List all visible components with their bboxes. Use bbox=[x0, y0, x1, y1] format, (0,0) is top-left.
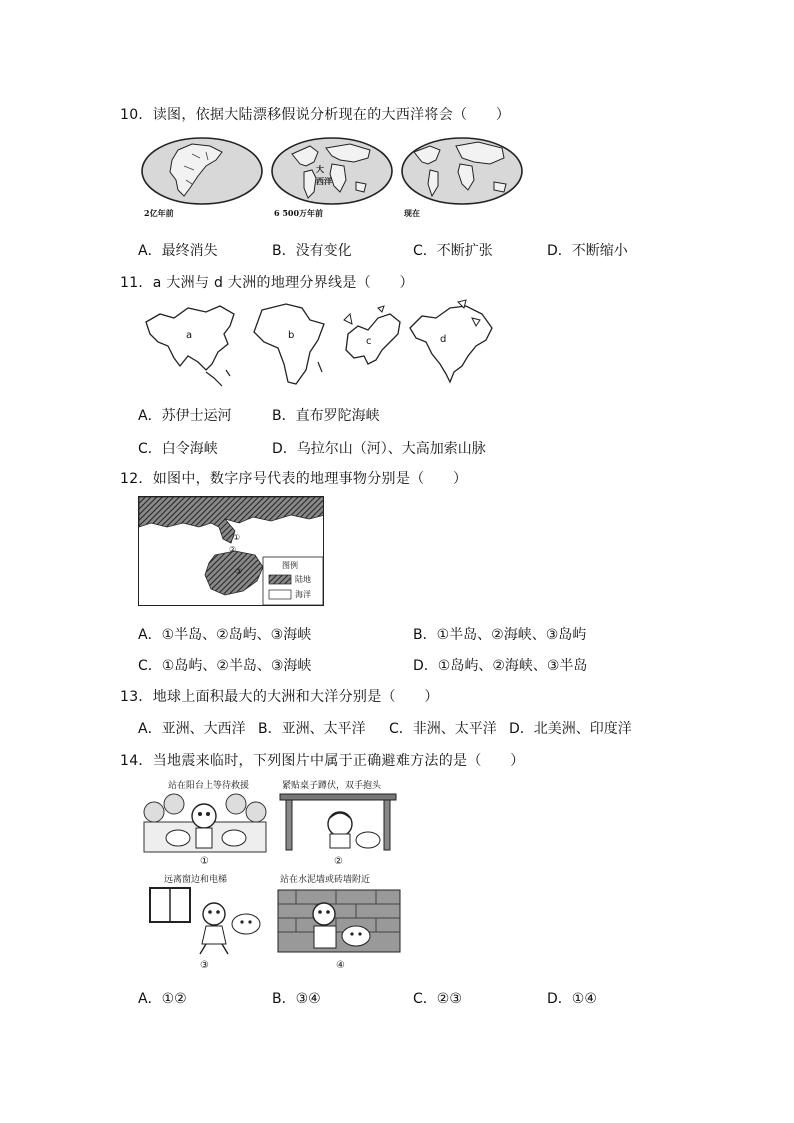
q10-map-2-label-bottom: 西洋 bbox=[316, 177, 332, 186]
q11-option-b[interactable]: B．直布罗陀海峡 bbox=[272, 408, 380, 424]
q13-option-a[interactable]: A．亚洲、大西洋 bbox=[138, 721, 246, 737]
q14-picture-1 bbox=[140, 778, 270, 868]
q10-map-3 bbox=[400, 136, 524, 222]
q12-marker-3: ③ bbox=[235, 567, 243, 576]
q10-option-c[interactable]: C．不断扩张 bbox=[413, 243, 493, 259]
q10-option-b[interactable]: B．没有变化 bbox=[272, 243, 352, 259]
q14-picture-3-caption: 远离窗边和电梯 bbox=[164, 875, 228, 885]
q13-stem: 13．地球上面积最大的大洲和大洋分别是（ ） bbox=[120, 689, 439, 705]
q10-stem: 10．读图，依据大陆漂移假说分析现在的大西洋将会（ ） bbox=[120, 107, 511, 123]
q10-map-1-caption: 2亿年前 bbox=[144, 208, 174, 218]
q11-option-c[interactable]: C．白令海峡 bbox=[138, 441, 218, 457]
q14-picture-4 bbox=[276, 872, 404, 972]
q14-picture-2-caption: 紧贴桌子蹲伏，双手抱头 bbox=[282, 781, 382, 791]
q12-map bbox=[138, 496, 324, 606]
q12-marker-2: ② bbox=[229, 545, 237, 554]
q12-marker-1: ① bbox=[233, 533, 241, 542]
q13-option-b[interactable]: B．亚洲、太平洋 bbox=[258, 721, 366, 737]
q11-label-a: a bbox=[186, 330, 193, 341]
q11-option-d[interactable]: D．乌拉尔山（河）、大高加索山脉 bbox=[272, 441, 486, 457]
q11-stem: 11．a 大洲与 d 大洲的地理分界线是（ ） bbox=[120, 275, 414, 291]
q10-map-3-caption: 现在 bbox=[404, 208, 420, 218]
q12-legend-land: 陆地 bbox=[295, 575, 311, 584]
q12-stem: 12．如图中，数字序号代表的地理事物分别是（ ） bbox=[120, 471, 468, 487]
q12-option-a[interactable]: A．①半岛、②岛屿、③海峡 bbox=[138, 627, 312, 643]
q14-picture-1-number: ① bbox=[200, 856, 209, 867]
q10-map-1 bbox=[140, 136, 264, 222]
q11-continent-a bbox=[140, 300, 240, 392]
q14-option-b[interactable]: B．③④ bbox=[272, 991, 321, 1007]
q14-picture-3-number: ③ bbox=[200, 960, 209, 971]
q13-option-c[interactable]: C．非洲、太平洋 bbox=[389, 721, 497, 737]
q11-option-a[interactable]: A．苏伊士运河 bbox=[138, 408, 232, 424]
q14-stem: 14．当地震来临时，下列图片中属于正确避难方法的是（ ） bbox=[120, 753, 525, 769]
q11-continent-d bbox=[406, 298, 496, 392]
q14-picture-2-number: ② bbox=[334, 856, 343, 867]
q14-option-c[interactable]: C．②③ bbox=[413, 991, 462, 1007]
q10-option-a[interactable]: A．最终消失 bbox=[138, 243, 218, 259]
q10-map-2-label-top: 大 bbox=[316, 165, 324, 174]
q10-option-d[interactable]: D．不断缩小 bbox=[547, 243, 628, 259]
q14-picture-4-caption: 站在水泥墙或砖墙附近 bbox=[280, 875, 371, 885]
q12-option-c[interactable]: C．①岛屿、②半岛、③海峡 bbox=[138, 658, 312, 674]
q11-label-b: b bbox=[288, 330, 295, 341]
q12-option-d[interactable]: D．①岛屿、②海峡、③半岛 bbox=[413, 658, 588, 674]
q12-legend-title: 图例 bbox=[282, 561, 298, 570]
q12-legend-sea: 海洋 bbox=[295, 590, 311, 599]
q14-option-a[interactable]: A．①② bbox=[138, 991, 187, 1007]
q14-picture-1-caption: 站在阳台上等待救援 bbox=[168, 781, 250, 791]
q14-picture-2 bbox=[278, 778, 400, 868]
q11-label-d: d bbox=[440, 334, 447, 345]
q13-option-d[interactable]: D．北美洲、印度洋 bbox=[509, 721, 632, 737]
q10-map-2-caption: 6 500万年前 bbox=[274, 208, 324, 218]
q10-map-2 bbox=[270, 136, 394, 222]
q11-continent-b bbox=[248, 300, 328, 390]
q11-continent-c bbox=[338, 304, 408, 384]
q11-label-c: c bbox=[366, 336, 372, 347]
q12-option-b[interactable]: B．①半岛、②海峡、③岛屿 bbox=[413, 627, 587, 643]
q14-option-d[interactable]: D．①④ bbox=[547, 991, 597, 1007]
q14-picture-3 bbox=[140, 872, 270, 972]
q14-picture-4-number: ④ bbox=[336, 960, 345, 971]
